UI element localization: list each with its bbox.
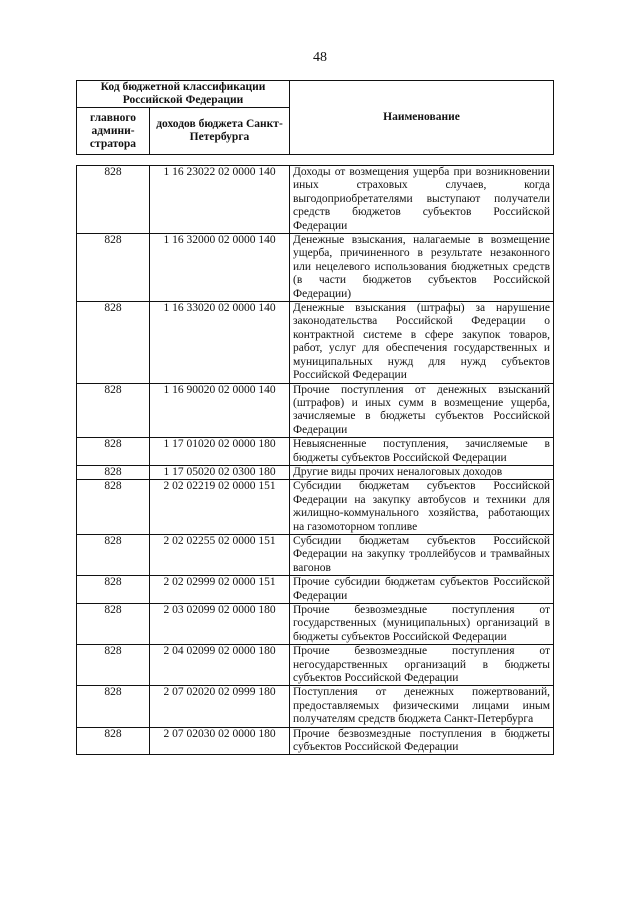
admin-code-cell: 828 (77, 480, 150, 535)
admin-code-cell: 828 (77, 465, 150, 479)
table-row (77, 534, 554, 575)
admin-code-cell: 828 (77, 234, 150, 302)
admin-code-cell: 828 (77, 576, 150, 604)
admin-code-cell: 828 (77, 302, 150, 383)
name-cell: Прочие безвозмездные поступления от негосударственных организаций в бюджеты субъектов Российской Федерации (290, 645, 554, 686)
table-row (77, 686, 554, 727)
revenue-codes-table (76, 165, 554, 755)
name-cell: Поступления от денежных пожертвований, предоставляемых физическими лицами иным получателям средств бюджета Санкт-Петербурга (290, 686, 554, 727)
header-row-top (77, 81, 554, 108)
budget-code-cell: 1 17 01020 02 0000 180 (150, 438, 290, 466)
table-row (77, 465, 554, 479)
admin-code-cell: 828 (77, 166, 150, 234)
budget-code-cell: 1 17 05020 02 0300 180 (150, 465, 290, 479)
table-row (77, 166, 554, 234)
name-cell: Денежные взыскания (штрафы) за нарушение законодательства Российской Федерации о контрактной системе в сфере закупок товаров, работ, услуг для обеспечения государственных и муниципальных нужд для нужд субъектов Российской Федерации (290, 302, 554, 383)
budget-code-cell: 1 16 23022 02 0000 140 (150, 166, 290, 234)
admin-code-cell: 828 (77, 438, 150, 466)
budget-code-cell: 2 02 02219 02 0000 151 (150, 480, 290, 535)
name-cell: Прочие субсидии бюджетам субъектов Российской Федерации (290, 576, 554, 604)
name-cell: Прочие безвозмездные поступления в бюджеты субъектов Российской Федерации (290, 727, 554, 755)
admin-code-cell: 828 (77, 534, 150, 575)
budget-code-cell: 2 04 02099 02 0000 180 (150, 645, 290, 686)
name-cell: Денежные взыскания, налагаемые в возмещение ущерба, причиненного в результате незаконного или нецелевого использования бюджетных средств (в части бюджетов субъектов Российской Федерации) (290, 234, 554, 302)
admin-code-cell: 828 (77, 383, 150, 438)
admin-code-cell: 828 (77, 645, 150, 686)
budget-code-cell: 1 16 90020 02 0000 140 (150, 383, 290, 438)
admin-code-cell: 828 (77, 727, 150, 755)
table-row (77, 604, 554, 645)
budget-code-cell: 2 07 02030 02 0000 180 (150, 727, 290, 755)
name-cell: Субсидии бюджетам субъектов Российской Федерации на закупку автобусов и техники для жилищно-коммунального хозяйства, работающих на газомоторном топливе (290, 480, 554, 535)
table-row (77, 383, 554, 438)
name-cell: Доходы от возмещения ущерба при возникновении иных страховых случаев, когда выгодоприобретателями выступают получатели средств бюджетов субъектов Российской Федерации (290, 166, 554, 234)
table-row (77, 645, 554, 686)
budget-code-cell: 2 03 02099 02 0000 180 (150, 604, 290, 645)
table-row (77, 302, 554, 383)
table-body (77, 166, 554, 755)
admin-code-cell: 828 (77, 604, 150, 645)
table-row (77, 438, 554, 466)
header-name-column: Наименование (290, 81, 554, 155)
header-group-title: Код бюджетной классификации Российской Федерации (77, 81, 290, 108)
name-cell: Прочие безвозмездные поступления от государственных (муниципальных) организаций в бюджеты субъектов Российской Федерации (290, 604, 554, 645)
name-cell: Прочие поступления от денежных взысканий (штрафов) и иных сумм в возмещение ущерба, зачисляемые в бюджеты субъектов Российской Федерации (290, 383, 554, 438)
header-code-column: доходов бюджета Санкт-Петербурга (150, 108, 290, 155)
budget-code-cell: 1 16 32000 02 0000 140 (150, 234, 290, 302)
table-row (77, 727, 554, 755)
name-cell: Другие виды прочих неналоговых доходов (290, 465, 554, 479)
name-cell: Субсидии бюджетам субъектов Российской Федерации на закупку троллейбусов и трамвайных вагонов (290, 534, 554, 575)
table-row (77, 576, 554, 604)
admin-code-cell: 828 (77, 686, 150, 727)
budget-code-cell: 1 16 33020 02 0000 140 (150, 302, 290, 383)
table-row (77, 234, 554, 302)
budget-code-cell: 2 02 02255 02 0000 151 (150, 534, 290, 575)
table-header (76, 80, 554, 155)
header-admin-column: главного админи-стратора (77, 108, 150, 155)
page-number: 48 (313, 50, 327, 65)
budget-code-cell: 2 07 02020 02 0999 180 (150, 686, 290, 727)
table-row (77, 480, 554, 535)
name-cell: Невыясненные поступления, зачисляемые в бюджеты субъектов Российской Федерации (290, 438, 554, 466)
budget-code-cell: 2 02 02999 02 0000 151 (150, 576, 290, 604)
